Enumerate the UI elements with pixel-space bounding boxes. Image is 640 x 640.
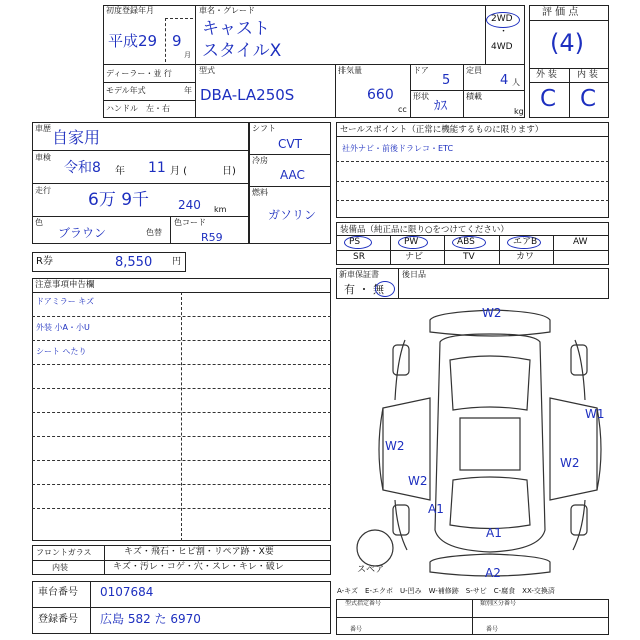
load-unit: kg <box>514 107 524 116</box>
header-box <box>103 5 525 118</box>
capacity-unit: 人 <box>512 78 520 87</box>
spec-label-4: 番号 <box>486 626 499 633</box>
reg-month: 9 <box>172 32 182 50</box>
equip-airbag: エアB <box>513 237 538 247</box>
recycle-box <box>32 252 186 272</box>
spare-label: スペア <box>357 565 385 575</box>
cc-unit: cc <box>398 105 407 114</box>
mileage-label: 走行 <box>35 186 51 195</box>
handle-label: ハンドル 左・右 <box>106 104 170 113</box>
load-label: 積載 <box>466 92 482 101</box>
damage-mark-right-front: W1 <box>585 407 605 421</box>
plate-value: 広島 582 た 6970 <box>100 612 201 626</box>
interior-value: C <box>580 86 597 112</box>
drive-4wd: 4WD <box>491 42 513 52</box>
damage-mark-front: W2 <box>482 306 502 320</box>
shift-value: CVT <box>278 137 302 151</box>
car-name-label: 車名・グレード <box>199 6 255 15</box>
color-change-label: 色替 <box>146 228 162 237</box>
interior-cond-label: 内装 <box>52 563 68 572</box>
reg-label: 初度登録年月 <box>106 6 154 15</box>
model-year-unit: 年 <box>184 86 192 95</box>
mileage-value: 6万 9千 <box>88 190 150 210</box>
color-value: ブラウン <box>58 226 107 240</box>
color-code: R59 <box>201 231 223 244</box>
score-value: (4) <box>550 29 584 57</box>
notes-line3: シート へたり <box>36 347 87 356</box>
equip-leather: カワ <box>516 252 535 262</box>
inspection-month: 11 <box>148 160 166 176</box>
equip-aw: AW <box>573 237 588 247</box>
warranty-label: 新車保証書 <box>339 270 379 279</box>
drive-2wd: 2WD <box>491 14 513 24</box>
damage-mark-rear-bumper: A2 <box>485 566 501 580</box>
notes-line2: 外装 小A・小U <box>36 323 90 332</box>
damage-legend: A-キズ E-エクボ U-凹み W-補修跡 S-サビ C-腐食 XX-交換済 <box>337 587 555 595</box>
damage-mark-left-rear: W2 <box>408 474 428 488</box>
notes-label: 注意事項申告欄 <box>35 280 95 290</box>
recycle-unit: 円 <box>172 257 182 267</box>
usage-label: 車歴 <box>35 124 51 133</box>
color-label: 色 <box>35 218 43 227</box>
chassis-label: 車台番号 <box>38 587 78 598</box>
equip-tv: TV <box>463 252 475 262</box>
recycle-label: R券 <box>36 256 53 267</box>
capacity-label: 定員 <box>466 66 482 75</box>
recycle-value: 8,550 <box>115 255 153 270</box>
equip-sr: SR <box>353 252 365 262</box>
damage-mark-left-bottom: A1 <box>428 502 444 516</box>
reg-month-unit: 月 <box>184 51 191 59</box>
door-label: ドア <box>413 66 429 75</box>
interior-cond-value: キズ・汚レ・コゲ・穴・スレ・キレ・破レ <box>113 562 284 572</box>
inspection-label: 車検 <box>35 153 51 162</box>
damage-mark-right: W2 <box>560 456 580 470</box>
mileage-unit: km <box>214 205 227 214</box>
equip-navi: ナビ <box>405 252 424 262</box>
selling-points-line1: 社外ナビ・前後ドラレコ・ETC <box>342 144 454 153</box>
inspection-year-unit: 年 <box>115 166 125 177</box>
spec-label-3: 番号 <box>350 626 363 633</box>
car-name: キャスト <box>202 19 270 39</box>
ac-label: 冷房 <box>252 156 268 165</box>
warranty-booklet-label: 後日品 <box>402 270 426 279</box>
shape-value: ｶｽ <box>434 99 447 114</box>
exterior-label: 外 装 <box>536 70 557 80</box>
shape-label: 形状 <box>413 92 429 101</box>
spec-label-2: 類別区分番号 <box>480 600 517 607</box>
displacement-label: 排気量 <box>338 66 362 75</box>
model-year-label: モデル年式 <box>106 86 146 95</box>
notes-line1: ドアミラー キズ <box>36 297 95 306</box>
damage-mark-left: W2 <box>385 439 405 453</box>
glass-value: キズ・飛石・ヒビ割・リペア跡・X要 <box>124 547 274 557</box>
dealer-label: ディーラー・並 行 <box>106 69 172 78</box>
fuel-label: 燃料 <box>252 188 268 197</box>
damage-mark-rear-center: A1 <box>486 526 502 540</box>
car-damage-diagram <box>335 300 610 585</box>
equipment-label: 装備品（純正品に限り○をつけてください） <box>340 225 509 235</box>
ac-value: AAC <box>280 168 305 182</box>
plate-label: 登録番号 <box>38 614 78 625</box>
color-code-label: 色コード <box>174 218 206 227</box>
grade: スタイルX <box>202 41 282 61</box>
model-label: 型式 <box>199 66 215 75</box>
spec-label-1: 型式指定番号 <box>345 600 382 607</box>
fuel-value: ガソリン <box>268 208 317 222</box>
mileage-sub: 240 <box>178 198 201 212</box>
inspection-era: 令和8 <box>64 160 101 176</box>
usage-value: 自家用 <box>52 128 101 147</box>
displacement-value: 660 <box>367 87 394 103</box>
chassis-value: 0107684 <box>100 585 154 599</box>
score-label: 評 価 点 <box>542 7 579 18</box>
selling-points-label: セールスポイント（正常に機能するものに限ります） <box>340 125 544 135</box>
warranty-value: 有 ・ 無 <box>344 283 384 296</box>
equip-abs: ABS <box>457 237 475 247</box>
exterior-value: C <box>540 86 557 112</box>
reg-era: 平成29 <box>108 32 158 50</box>
glass-label: フロントガラス <box>36 548 92 557</box>
drive-dot: ・ <box>499 27 509 37</box>
shift-label: シフト <box>252 124 276 133</box>
doors-value: 5 <box>442 73 451 88</box>
model-value: DBA-LA250S <box>200 86 295 104</box>
equip-ps: PS <box>349 237 361 247</box>
inspection-month-unit: 月 ( <box>170 166 188 177</box>
interior-label: 内 装 <box>577 70 598 80</box>
inspection-day-unit: 日) <box>222 166 236 177</box>
equip-pw: PW <box>404 237 419 247</box>
capacity-value: 4 <box>500 73 509 88</box>
